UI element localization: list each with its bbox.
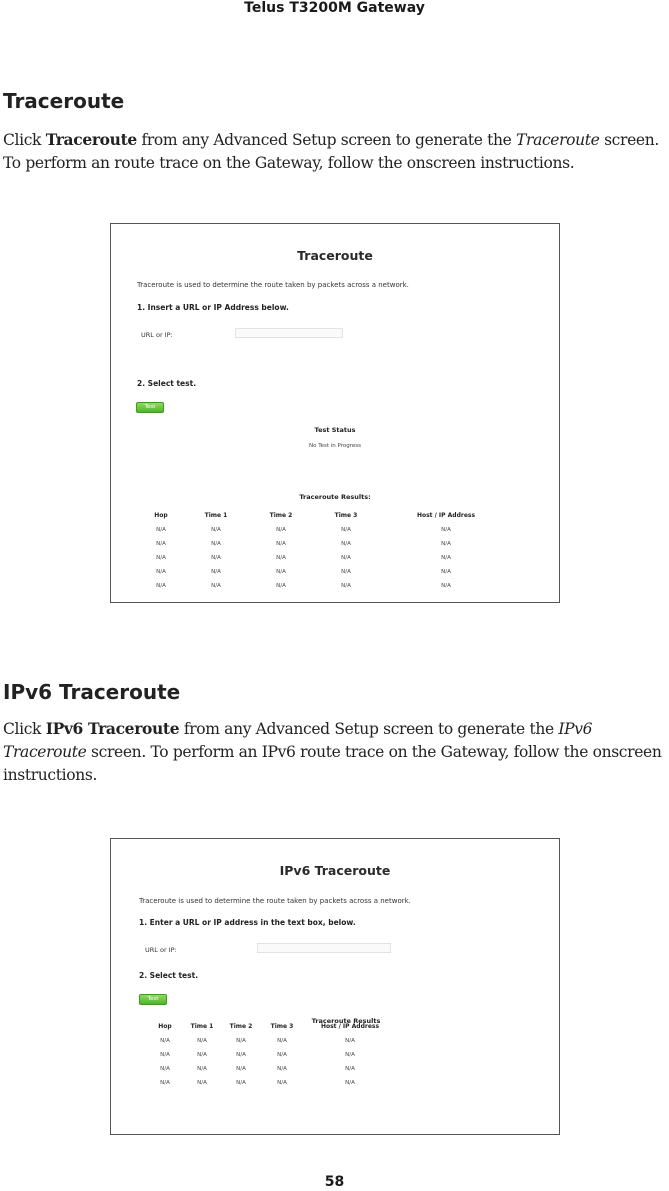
para-bold-text: IPv6 Traceroute: [45, 719, 180, 738]
column-header: Host / IP Address: [416, 512, 476, 519]
table-cell: N/A: [277, 1080, 287, 1086]
table-cell: N/A: [341, 541, 351, 547]
section-paragraph-traceroute: [3, 128, 667, 175]
table-cell: N/A: [277, 1066, 287, 1072]
test-status-title: Test Status: [314, 426, 356, 434]
step-2-label: 2. Select test.: [137, 379, 197, 388]
table-cell: N/A: [156, 541, 166, 547]
results-table: [141, 512, 511, 593]
table-cell: N/A: [156, 583, 166, 589]
table-cell: N/A: [236, 1066, 246, 1072]
table-cell: N/A: [160, 1080, 170, 1086]
table-cell: N/A: [156, 555, 166, 561]
page-number: 58: [324, 1174, 345, 1190]
table-cell: N/A: [160, 1052, 170, 1058]
table-cell: N/A: [197, 1066, 207, 1072]
table-header-row: [147, 1023, 397, 1034]
traceroute-screenshot: [110, 223, 560, 603]
column-header: Hop: [154, 512, 168, 519]
table-cell: N/A: [277, 1052, 287, 1058]
para-bold-text: Traceroute: [45, 130, 137, 149]
column-header: Time 3: [334, 512, 358, 519]
para-text: from any Advanced Setup screen to generate the: [179, 720, 559, 738]
step-1-label: 1. Enter a URL or IP address in the text box, below.: [139, 918, 356, 927]
results-title: Traceroute Results:: [299, 493, 371, 501]
table-row: [147, 1048, 397, 1062]
table-cell: N/A: [277, 1038, 287, 1044]
para-text: from any Advanced Setup screen to generate the: [136, 131, 517, 149]
table-cell: N/A: [341, 527, 351, 533]
para-italic-text: Traceroute: [516, 131, 600, 149]
step-2-label: 2. Select test.: [139, 971, 199, 980]
table-cell: N/A: [236, 1038, 246, 1044]
table-row: [141, 579, 511, 593]
section-paragraph-ipv6-traceroute: [3, 717, 667, 787]
table-cell: N/A: [341, 583, 351, 589]
table-cell: N/A: [345, 1038, 355, 1044]
table-cell: N/A: [236, 1080, 246, 1086]
screenshot-description: Traceroute is used to determine the route taken by packets across a network.: [139, 897, 411, 905]
step-1-label: 1. Insert a URL or IP Address below.: [137, 303, 289, 312]
results-table: [147, 1023, 397, 1090]
para-text: screen. To perform an IPv6 route trace on the Gateway, follow the onscreen instructions.: [3, 743, 662, 784]
para-text: Click: [3, 720, 46, 738]
section-heading-traceroute: Traceroute: [3, 89, 125, 113]
table-cell: N/A: [197, 1052, 207, 1058]
column-header: Time 1: [204, 512, 228, 519]
column-header: Time 2: [269, 512, 293, 519]
column-header: Host / IP Address: [320, 1023, 380, 1030]
column-header: Time 3: [270, 1023, 294, 1030]
table-cell: N/A: [276, 555, 286, 561]
screenshot-title: Traceroute: [297, 248, 373, 263]
table-cell: N/A: [211, 583, 221, 589]
table-header-row: [141, 512, 511, 523]
table-cell: N/A: [160, 1066, 170, 1072]
screenshot-title: IPv6 Traceroute: [279, 863, 391, 878]
table-cell: N/A: [156, 527, 166, 533]
table-cell: N/A: [341, 569, 351, 575]
table-cell: N/A: [276, 541, 286, 547]
test-status-text: No Test in Progress: [308, 443, 362, 449]
section-heading-ipv6-traceroute: IPv6 Traceroute: [3, 680, 181, 704]
table-cell: N/A: [197, 1038, 207, 1044]
ipv6-traceroute-screenshot: [110, 838, 560, 1135]
table-row: [141, 537, 511, 551]
url-input[interactable]: [235, 328, 343, 338]
test-button[interactable]: Test: [136, 402, 164, 413]
table-cell: N/A: [341, 555, 351, 561]
table-cell: N/A: [345, 1080, 355, 1086]
column-header: Time 2: [229, 1023, 253, 1030]
table-cell: N/A: [197, 1080, 207, 1086]
para-italic-text: IPv6 Traceroute: [3, 720, 593, 761]
table-cell: N/A: [236, 1052, 246, 1058]
para-text: screen. To perform an route trace on the Gateway, follow the onscreen instructions.: [3, 131, 659, 172]
column-header: Hop: [158, 1023, 172, 1030]
table-row: [147, 1076, 397, 1090]
results-title: Traceroute Results: [311, 1017, 381, 1025]
table-cell: N/A: [345, 1066, 355, 1072]
table-row: [147, 1062, 397, 1076]
table-cell: N/A: [441, 541, 451, 547]
table-cell: N/A: [211, 555, 221, 561]
screenshot-description: Traceroute is used to determine the route taken by packets across a network.: [137, 281, 409, 289]
table-row: [141, 551, 511, 565]
table-row: [141, 565, 511, 579]
table-cell: N/A: [276, 569, 286, 575]
test-button[interactable]: Test: [139, 994, 167, 1005]
running-header: Telus T3200M Gateway: [244, 0, 425, 16]
url-label: URL or IP:: [145, 946, 177, 954]
table-cell: N/A: [211, 541, 221, 547]
para-text: Click: [3, 131, 46, 149]
table-cell: N/A: [441, 569, 451, 575]
table-cell: N/A: [156, 569, 166, 575]
table-cell: N/A: [441, 527, 451, 533]
column-header: Time 1: [190, 1023, 214, 1030]
table-cell: N/A: [276, 527, 286, 533]
table-row: [141, 523, 511, 537]
table-cell: N/A: [345, 1052, 355, 1058]
table-cell: N/A: [441, 583, 451, 589]
table-row: [147, 1034, 397, 1048]
table-cell: N/A: [160, 1038, 170, 1044]
table-cell: N/A: [276, 583, 286, 589]
url-input[interactable]: [257, 943, 391, 953]
table-cell: N/A: [211, 527, 221, 533]
table-cell: N/A: [441, 555, 451, 561]
table-cell: N/A: [211, 569, 221, 575]
url-label: URL or IP:: [141, 331, 173, 339]
